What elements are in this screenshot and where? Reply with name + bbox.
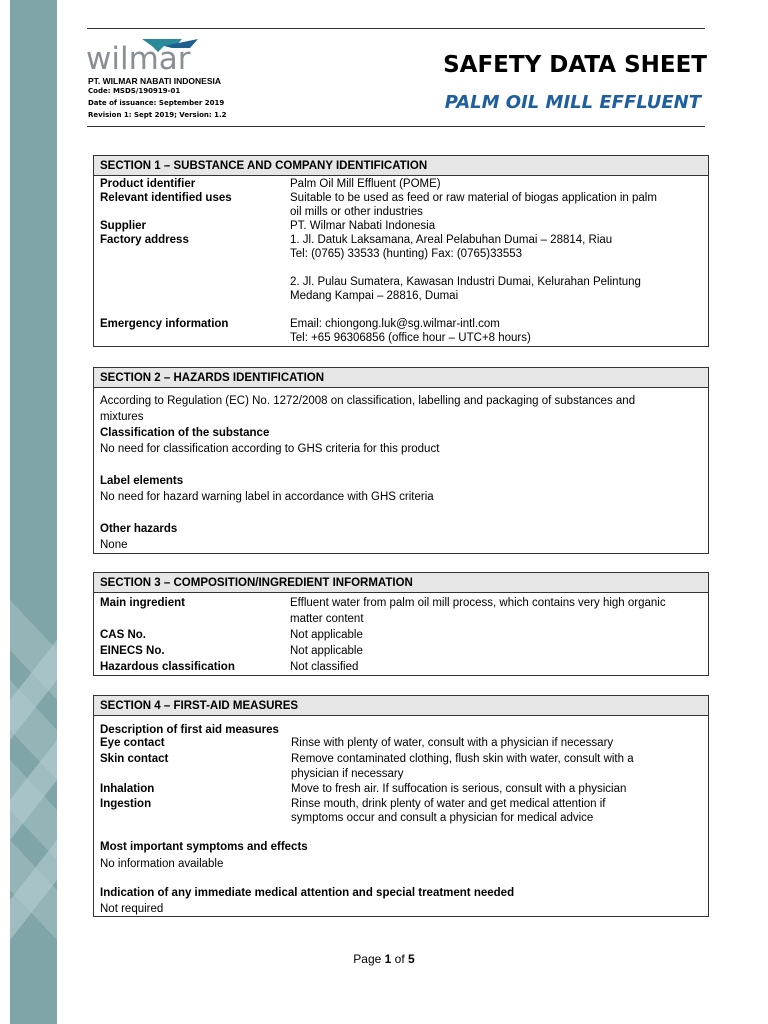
document-title: SAFETY DATA SHEET — [443, 52, 707, 78]
eye-contact-label: Eye contact — [100, 737, 165, 749]
main-ingredient-value: Effluent water from palm oil mill process, which contains very high organic — [290, 597, 666, 609]
einecs-value: Not applicable — [290, 645, 363, 657]
factory-phone-1: Tel: (0765) 33533 (hunting) Fax: (0765)33553 — [290, 248, 523, 260]
cas-label: CAS No. — [100, 629, 146, 641]
eye-contact-value: Rinse with plenty of water, consult with a physician if necessary — [291, 737, 614, 749]
issuance-date: Date of issuance: September 2019 — [88, 99, 225, 107]
page-total: 5 — [408, 952, 415, 966]
indication-value: Not required — [100, 903, 164, 915]
factory-address-1: 1. Jl. Datuk Laksamana, Areal Pelabuhan Dumai – 28814, Riau — [290, 234, 613, 246]
cas-value: Not applicable — [290, 629, 363, 641]
supplier-label: Supplier — [100, 220, 147, 232]
hazardous-classification-label: Hazardous classification — [100, 661, 235, 673]
section-1 — [93, 155, 709, 347]
skin-contact-value-cont: physician if necessary — [291, 768, 404, 780]
sidebar-pattern-graphic — [10, 0, 57, 1024]
section-4 — [93, 695, 709, 917]
factory-label: Factory address — [100, 234, 189, 246]
regulation-text: According to Regulation (EC) No. 1272/2008 on classification, labelling and packaging of substances and — [100, 395, 636, 407]
description-label: Description of first aid measures — [100, 724, 279, 736]
einecs-label: EINECS No. — [100, 645, 165, 657]
document-subtitle: PALM OIL MILL EFFLUENT — [444, 92, 701, 113]
page-of: of — [394, 952, 405, 966]
skin-contact-value: Remove contaminated clothing, flush skin with water, consult with a — [291, 753, 634, 765]
supplier-value: PT. Wilmar Nabati Indonesia — [290, 220, 436, 232]
uses-value: Suitable to be used as feed or raw material of biogas application in palm — [290, 192, 657, 204]
inhalation-label: Inhalation — [100, 783, 155, 795]
skin-contact-label: Skin contact — [100, 753, 169, 765]
other-hazards-label: Other hazards — [100, 523, 178, 535]
emergency-email: Email: chiongong.luk@sg.wilmar-intl.com — [290, 318, 500, 330]
other-hazards-value: None — [100, 539, 128, 551]
emergency-label: Emergency information — [100, 318, 229, 330]
wilmar-logo-text: wilmar — [86, 41, 191, 77]
product-identifier-value: Palm Oil Mill Effluent (POME) — [290, 178, 441, 190]
classification-value: No need for classification according to GHS criteria for this product — [100, 443, 440, 455]
section-4-heading: SECTION 4 – FIRST-AID MEASURES — [94, 696, 708, 716]
regulation-text-cont: mixtures — [100, 411, 144, 423]
section-1-heading: SECTION 1 – SUBSTANCE AND COMPANY IDENTIFICATION — [94, 156, 708, 176]
main-ingredient-value-cont: matter content — [290, 613, 364, 625]
uses-label: Relevant identified uses — [100, 192, 232, 204]
factory-address-2-cont: Medang Kampai – 28816, Dumai — [290, 290, 459, 302]
indication-label: Indication of any immediate medical attention and special treatment needed — [100, 887, 515, 899]
ingestion-label: Ingestion — [100, 798, 152, 810]
top-divider — [87, 28, 705, 29]
revision-info: Revision 1: Sept 2019; Version: 1.2 — [88, 111, 227, 119]
main-ingredient-label: Main ingredient — [100, 597, 185, 609]
section-2-heading: SECTION 2 – HAZARDS IDENTIFICATION — [94, 368, 708, 388]
page-word: Page — [353, 952, 382, 966]
emergency-tel: Tel: +65 96306856 (office hour – UTC+8 hours) — [290, 332, 531, 344]
section-3 — [93, 572, 709, 676]
header-divider — [87, 126, 705, 127]
section-2 — [93, 367, 709, 554]
symptoms-label: Most important symptoms and effects — [100, 841, 308, 853]
decorative-sidebar — [10, 0, 57, 1024]
classification-label: Classification of the substance — [100, 427, 270, 439]
factory-address-2: 2. Jl. Pulau Sumatera, Kawasan Industri Dumai, Kelurahan Pelintung — [290, 276, 641, 288]
uses-value-cont: oil mills or other industries — [290, 206, 423, 218]
label-elements-label: Label elements — [100, 475, 184, 487]
product-identifier-label: Product identifier — [100, 178, 196, 190]
symptoms-value: No information available — [100, 858, 224, 870]
inhalation-value: Move to fresh air. If suffocation is serious, consult with a physician — [291, 783, 627, 795]
company-name: PT. WILMAR NABATI INDONESIA — [88, 76, 222, 86]
page-current: 1 — [384, 952, 392, 966]
document-code: Code: MSDS/190919-01 — [88, 87, 181, 95]
section-3-heading: SECTION 3 – COMPOSITION/INGREDIENT INFORMATION — [94, 573, 708, 593]
ingestion-value: Rinse mouth, drink plenty of water and get medical attention if — [291, 798, 606, 810]
ingestion-value-cont: symptoms occur and consult a physician for medical advice — [291, 812, 594, 824]
hazardous-classification-value: Not classified — [290, 661, 359, 673]
page-number — [0, 952, 768, 966]
label-elements-value: No need for hazard warning label in accordance with GHS criteria — [100, 491, 434, 503]
